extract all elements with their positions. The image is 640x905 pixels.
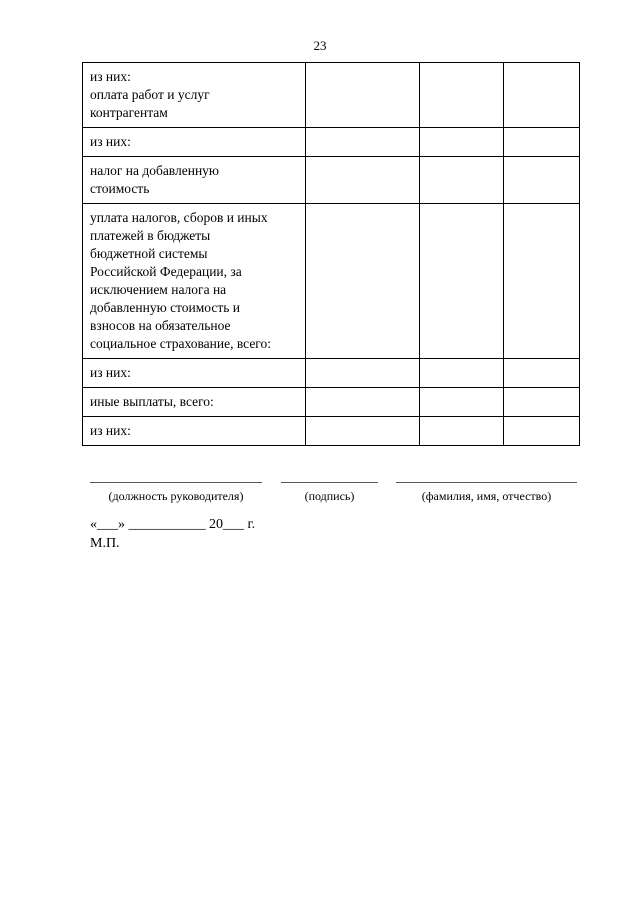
row-label-line: налог на добавленную — [90, 163, 220, 178]
row-label — [83, 128, 306, 157]
value-cell[interactable] — [504, 204, 580, 359]
row-label-line: иные выплаты, всего: — [90, 394, 214, 409]
table-row — [83, 359, 580, 388]
value-cell[interactable] — [306, 128, 420, 157]
value-cell[interactable] — [504, 359, 580, 388]
value-cell[interactable] — [306, 417, 420, 446]
value-cell[interactable] — [306, 204, 420, 359]
value-cell[interactable] — [420, 157, 504, 204]
value-cell[interactable] — [306, 388, 420, 417]
value-cell[interactable] — [306, 359, 420, 388]
name-signature-line[interactable] — [396, 482, 577, 483]
row-label — [83, 388, 306, 417]
row-label — [83, 63, 306, 128]
value-cell[interactable] — [504, 388, 580, 417]
value-cell[interactable] — [306, 157, 420, 204]
row-label-line: добавленную стоимость и — [90, 300, 241, 315]
value-cell[interactable] — [420, 417, 504, 446]
table-row — [83, 204, 580, 359]
report-table — [82, 62, 580, 446]
value-cell[interactable] — [420, 128, 504, 157]
row-label — [83, 359, 306, 388]
value-cell[interactable] — [420, 359, 504, 388]
row-label — [83, 204, 306, 359]
stamp-placeholder: М.П. — [90, 536, 120, 551]
row-label-line: контрагентам — [90, 105, 168, 120]
table-row — [83, 388, 580, 417]
row-label-line: бюджетной системы — [90, 246, 208, 261]
row-label-line: из них: — [90, 423, 131, 438]
value-cell[interactable] — [420, 388, 504, 417]
value-cell[interactable] — [504, 157, 580, 204]
row-label-line: из них: — [90, 365, 131, 380]
signature-caption: (подпись) — [304, 489, 355, 503]
position-caption: (должность руководителя) — [108, 489, 244, 503]
value-cell[interactable] — [306, 63, 420, 128]
row-label-line: Российской Федерации, за — [90, 264, 242, 279]
row-label-line: из них: — [90, 134, 131, 149]
row-label-line: из них: — [90, 69, 131, 84]
row-label-line: оплата работ и услуг — [90, 87, 210, 102]
signature-line[interactable] — [281, 482, 378, 483]
value-cell[interactable] — [504, 417, 580, 446]
table-row — [83, 128, 580, 157]
value-cell[interactable] — [504, 128, 580, 157]
value-cell[interactable] — [504, 63, 580, 128]
row-label-line: взносов на обязательное — [90, 318, 231, 333]
row-label — [83, 417, 306, 446]
row-label-line: исключением налога на — [90, 282, 227, 297]
row-label-line: стоимость — [90, 181, 150, 196]
value-cell[interactable] — [420, 204, 504, 359]
date-line[interactable]: «___» ___________ 20___ г. — [90, 517, 256, 532]
page-number: 23 — [313, 38, 327, 53]
table-row — [83, 417, 580, 446]
row-label — [83, 157, 306, 204]
position-signature-line[interactable] — [90, 482, 262, 483]
value-cell[interactable] — [420, 63, 504, 128]
row-label-line: социальное страхование, всего: — [90, 336, 272, 351]
table-row — [83, 63, 580, 128]
row-label-line: платежей в бюджеты — [90, 228, 211, 243]
row-label-line: уплата налогов, сборов и иных — [90, 210, 268, 225]
table-row — [83, 157, 580, 204]
name-caption: (фамилия, имя, отчество) — [421, 489, 552, 503]
